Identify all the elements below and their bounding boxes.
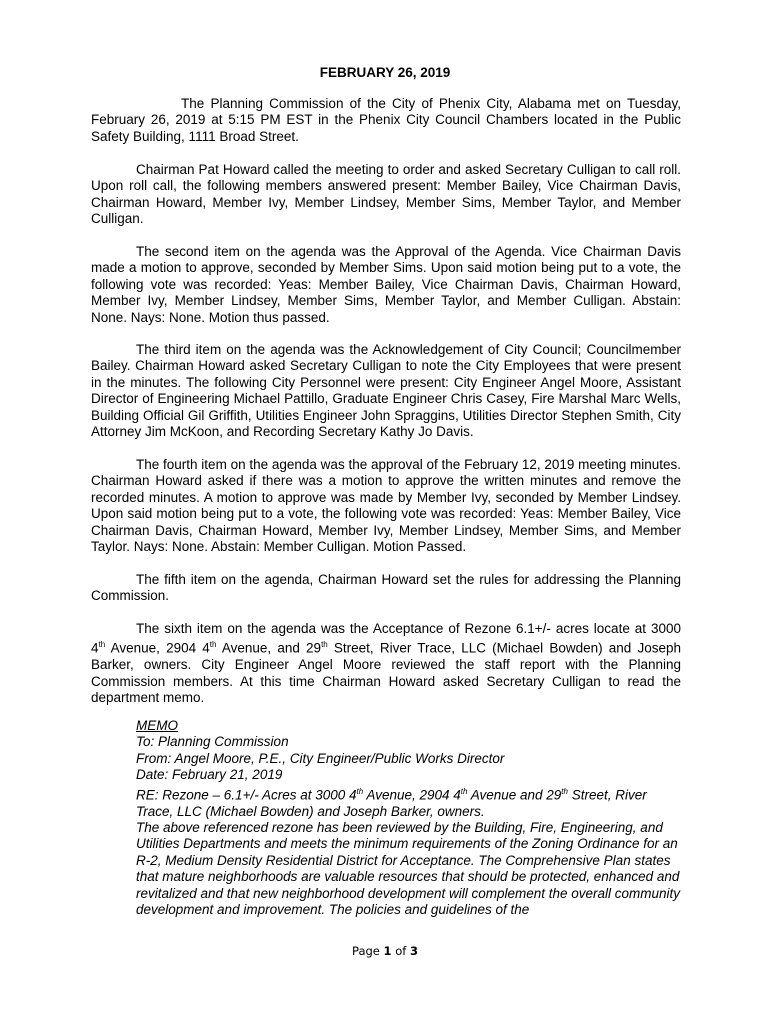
rezone-text-c: Avenue, and 29 — [216, 640, 322, 656]
footer-page-word: Page — [352, 944, 380, 958]
paragraph-rezone — [91, 621, 681, 707]
memo-re-sup-2: th — [460, 786, 468, 796]
page-footer — [0, 944, 770, 958]
footer-page-total: 3 — [409, 944, 418, 958]
memo-heading: MEMO — [136, 718, 178, 733]
rezone-text-d: Street, River Trace, LLC (Michael Bowden) and Joseph Barker, owners. City Engineer Angel Moore reviewed the staff report with the Planning Commission members. At this time Chairman Howard asked Secretary Culligan to read the department memo. — [91, 640, 682, 706]
paragraph-rules: The fifth item on the agenda, Chairman Howard set the rules for addressing the Planning Commission. — [91, 572, 681, 604]
rezone-sup-2: th — [209, 640, 217, 650]
minutes-body — [91, 96, 681, 145]
paragraph-minutes-approval: The fourth item on the agenda was the approval of the February 12, 2019 meeting minutes. Chairman Howard asked if there was a motion to approve the written minutes and remove the recorded minutes. A motion to approve was made by Member Ivy, seconded by Member Lindsey. Upon said motion being put to a vote, the following vote was recorded: Yeas: Member Bailey, Vice Chairman Davis, Chairman Howard, Member Ivy, Member Lindsey, Member Sims, and Member Taylor. Nays: None. Abstain: Member Culligan. Motion Passed. — [91, 457, 681, 555]
memo-body: The above referenced rezone has been reviewed by the Building, Fire, Engineering, and Utilities Departments and meets the minimum requirements of the Zoning Ordinance for an R-2, Medium Density Residential District for Acceptance. The Comprehensive Plan states that mature neighborhoods are valuable resources that should be protected, enhanced and revitalized and that new neighborhood development will complement the overall community development and improvement. The policies and guidelines of the — [136, 819, 681, 917]
memo-from: From: Angel Moore, P.E., City Engineer/Public Works Director — [136, 750, 505, 766]
memo-date: Date: February 21, 2019 — [136, 767, 283, 783]
memo-re-c: Avenue and 29 — [467, 787, 562, 803]
minutes-body-6 — [91, 572, 681, 605]
memo-re-sup-1: th — [356, 786, 364, 796]
paragraph-agenda-approval: The second item on the agenda was the Approval of the Agenda. Vice Chairman Davis made a motion to approve, seconded by Member Sims. Upon said motion being put to a vote, the following vote was recorded: Yeas: Member Bailey, Vice Chairman Davis, Chairman Howard, Member Ivy, Member Lindsey, Member Sims, Member Taylor, and Member Culligan. Abstain: None. Nays: None. Motion thus passed. — [91, 244, 681, 325]
rezone-sup-1: th — [98, 640, 106, 650]
footer-page-number: 1 — [383, 944, 392, 958]
rezone-text-a: The sixth item on the agenda was the Acceptance of Rezone 6.1+/- acres locate at 3000 4 — [91, 621, 681, 656]
document-title: FEBRUARY 26, 2019 — [319, 65, 451, 80]
paragraph-meeting-intro: The Planning Commission of the City of Phenix City, Alabama met on Tuesday, February 26, 2019 at 5:15 PM EST in the Phenix City Council Chambers located in the Public Safety Building, 1111 Broad Street. — [91, 96, 681, 144]
minutes-body-3 — [91, 244, 681, 326]
paragraph-roll-call: Chairman Pat Howard called the meeting to order and asked Secretary Culligan to call roll. Upon roll call, the following members answered present: Member Bailey, Vice Chairman Davis, Chairman Howard, Member Ivy, Member Lindsey, Member Sims, Member Taylor, and Member Culligan. — [91, 162, 681, 227]
memo-re-d: Street, River Trace, LLC (Michael Bowden) and Joseph Barker, owners. — [136, 787, 647, 819]
minutes-body-7 — [91, 621, 681, 707]
footer-of-word: of — [395, 944, 407, 958]
memo-re — [136, 784, 682, 820]
rezone-text-b: Avenue, 2904 4 — [105, 640, 210, 656]
paragraph-city-council: The third item on the agenda was the Acknowledgement of City Council; Councilmember Bailey. Chairman Howard asked Secretary Culligan to note the City Employees that were present in the minutes. The following City Personnel were present: City Engineer Angel Moore, Assistant Director of Engineering Michael Pattillo, Graduate Engineer Chris Casey, Fire Marshal Marc Wells, Building Official Gil Griffith, Utilities Engineer John Spraggins, Utilities Director Stephen Smith, City Attorney Jim McKoon, and Recording Secretary Kathy Jo Davis. — [91, 342, 681, 440]
memo-to: To: Planning Commission — [136, 734, 289, 750]
memo-re-sup-3: th — [561, 786, 568, 796]
minutes-body-2 — [91, 162, 681, 228]
minutes-body-4 — [91, 342, 681, 440]
department-memo — [136, 718, 682, 918]
rezone-sup-3: th — [321, 640, 328, 650]
memo-re-b: Avenue, 2904 4 — [363, 787, 461, 803]
memo-re-a: RE: Rezone – 6.1+/- Acres at 3000 4 — [136, 787, 357, 803]
minutes-body-5 — [91, 457, 681, 555]
